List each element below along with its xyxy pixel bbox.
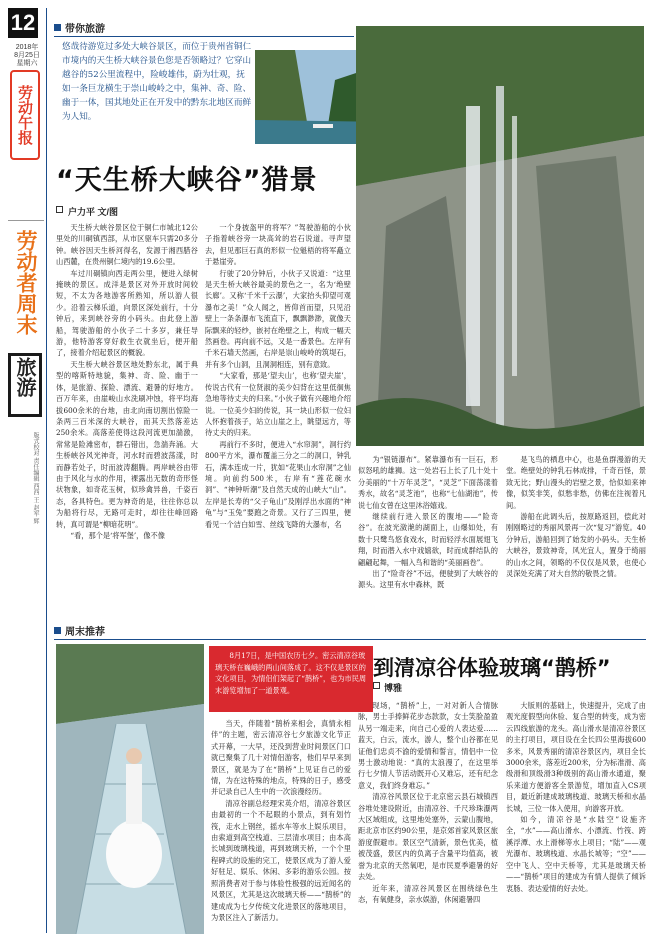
paragraph: 天生桥大峡谷景区位于铜仁市城北12公里处的川硐镇西部，从市区驱车只需20多分钟。峡谷因天生桥河得名，发源于湘西腊谷山西麓，在贵州铜仁境内的19.6公里。 bbox=[56, 223, 198, 267]
section-rule bbox=[54, 36, 354, 37]
article-column-1 bbox=[56, 222, 198, 614]
page-number: 12 bbox=[8, 8, 38, 38]
paragraph: 大版则的基础上，快速提升，完成了由观光度假型向休验、复合型的转变，成为密云四线旅游的龙头。高山滑水是清凉谷景区的主打项目，项目设在全长四公里海拔600多米，风景秀丽的清凉谷景区内，项目全长3000余米，落差近200米，分为标准滑、高级滑和顶级滑3种级别的高山滑水通道，聚乐来道方便游客全景游览，增加直入CS项目，最近新建成玻璃栈道、玻璃天桥和水晶长城，三位一体入使用，向游客开放。 bbox=[506, 701, 646, 813]
paragraph: 当天，伴随着“鹊桥来相会，真情永相伴”的主题，密云清凉谷七夕旅游文化节正式开幕，一大早，还没到营业时间景区门口就已聚集了几十对情侣游客，他们早早来到景区，就是为了在“鹊桥”上见证自己的爱情，为在这特殊的地点，特殊的日子，感受并记录自己人生中的一次浪漫经历。 bbox=[211, 719, 351, 797]
byline-square-icon bbox=[56, 206, 63, 213]
paragraph: 清凉谷副总经理宋英介绍，清凉谷景区由最初的一个不起眼的小景点，到有划竹筏，走水上钢丝，摇水车等水上娱乐项目，由索道到高空栈道、三层清水项目；由本高长城到玻璃栈道，再到玻璃天桥，一个个里程碑式的设施的完工，使景区成为了游人爱好驻足、娱乐、休闲、多彩的游乐公园。按照消费者对于参与体验性极强的远近闻名的风景区，尤其是这次玻璃天桥——“鹊桥”的建成成为七夕传统文化进景区的落地项目，为景区注入了新活力。 bbox=[211, 798, 351, 922]
rail-divider bbox=[8, 220, 44, 221]
paragraph: “大家看，那是‘望夫山’，也称‘望夫崖’，传说古代有一位贤淑的美少妇背在这里低徊焦急地等待丈夫的归来。”小伙子做有兴趣地介绍说。一位美少妇的传说，其一块山形似一位妇人怀抱着孩子，站立山崖之上，眺望远方，等待丈夫的归来。 bbox=[205, 371, 351, 438]
article-byline: 户力平 文/图 bbox=[68, 207, 119, 217]
paragraph: 清凉谷风景区位于北京密云县石城镇西谷堆处建设附近，由清凉谷、千尺珍珠瀑两大区域组成，这里地处塞外，云蒙山腹地，距北京市区约90公里，是京郊首家风景区旅游度假避市。景区空气清新，景色优美，植被茂盛，景区内的负离子含量平均值高，被誉为北京的天然氧吧，是市民夏季避暑的好去处。 bbox=[358, 792, 498, 882]
section-rule bbox=[54, 639, 646, 640]
glass-bridge-photo bbox=[56, 644, 204, 934]
paragraph: 出了“险奇谷”不远，便驶到了大峡谷的源头。这里有水中森林，既 bbox=[358, 569, 498, 590]
editor-credits: 版式校对 责任编辑 西西 王 赵军 辉 bbox=[32, 432, 38, 525]
issue-date: 8月25日 bbox=[14, 52, 40, 59]
article2-column-1 bbox=[211, 718, 351, 932]
paragraph: 现场，“鹊桥”上，一对对新人合情脉脉，男士手捧鲜花步态款款，女士笑脸盈盈从另一端走来，向自己心爱的人表达爱……蓝天，白云，流水，游人，整个山谷都在见证他们忠贞不渝的爱情和誓言，情侣中一位男士激动地说：“真的太浪漫了，在这里举行七夕情人节活动既开心又难忘，还有纪念意义，我们终身难忘。” bbox=[358, 701, 498, 790]
newspaper-logo: 劳动午报 bbox=[10, 70, 40, 160]
paragraph: 一个身披盔甲的将军？”驾驶游船的小伙子指着峡谷旁一块高耸的岩石说道。寻声望去，但见那巨石真的形似一位魁梧的将军矗立于悬崖旁。 bbox=[205, 223, 351, 267]
section-header-label: 周末推荐 bbox=[65, 626, 105, 638]
article-title: “天生桥大峡谷”猎景 bbox=[56, 165, 318, 196]
section-square-icon bbox=[54, 24, 61, 31]
article-column-3 bbox=[358, 454, 498, 614]
paragraph: 游船在此调头后，按原路返回，偿此对刚刚略过的秀丽风景再一次“复习”游览。40分钟后，游船回到了始发的小码头。天生桥大峡谷，景致神奇，风光宜人，置身于绮丽的山水之间，领略的不仅仅是风景，也使心灵深处充满了对大自然的敬畏之情。 bbox=[506, 512, 646, 579]
paragraph: 继续前行进入景区的腹地——“险奇谷”。在波光潋滟的湖面上，山爆如处，有数十只鹭鸟悠食戏水，时而轻浮水面展翅飞翔，时而潜入水中戏嬉欲，时而成群结队的翩翩起舞，一幅入鸟和谐的“美丽画卷”。 bbox=[358, 512, 498, 567]
section-header-travel bbox=[54, 20, 354, 34]
paragraph: 近年来，清凉谷风景区在围绕绿色生态，有氧健身，亲水娱游，休闲避暑四 bbox=[358, 883, 498, 904]
paragraph: 如今，清凉谷是“水陆空”设施齐全，“水”——高山滑水、小漂流、竹筏、跨溪浮潭、水上滑梯等水上项目；“陆”——观光瀑布、玻璃栈道、水晶长城等；“空”——空中飞人、空中天桥等，尤其是玻璃天桥——“鹊桥”项目的建成为有情人提供了倾诉衷肠、表达爱情的好去处。 bbox=[506, 815, 646, 893]
paragraph: 车过川硐镇向西走两公里，便进入绿树掩映的景区。成洋是景区对外开放时间较短，不太为各地游客所熟知，所以游人很少。沿着云梯乐道，向景区深处前行，十分钟后，来到峡谷旁的小码头。由此登上游船，驾驶游船的小伙子二十多岁，兼任导游，他特游客穿好救生衣就坐后，便开船了，接着介绍起景区的概貌。 bbox=[56, 268, 198, 358]
paragraph: 为“银链瀑布”。紧靠瀑布有一巨石，形似怒吼的雄狮。这一处岩石上长了几十处十分美丽的“十万年灵芝”，“灵芝”下面荡漾着秀水，故名“灵芝池”，也称“七仙湖池”，传说七仙女曾在这里沐浴嬉戏。 bbox=[358, 455, 498, 510]
paragraph: “看，那个是‘将军堡’，像不像 bbox=[70, 530, 165, 540]
article2-column-2 bbox=[358, 700, 498, 932]
rail-border bbox=[46, 8, 47, 933]
article-column-2 bbox=[205, 222, 351, 614]
byline-square-icon bbox=[373, 682, 380, 689]
paragraph: 行驶了20分钟后，小伙子又说道：“这里是天生桥大峡谷最美的景色之一，名为‘绝壁长廊’。又称‘千米千云瀑’，大家抬头仰望可观瀑布之美！”众人闻之，皆仰首而望，只见沿壁上一条条瀑布飞流直下，飘飘渺渺，就像天际飘来的轻纱，嵌衬在绝壁之上，构成一幅天然画卷。再向前不远，又是一番景色。左岸有千米石墙天然画，右岸是崇山峻岭的筑堤石，并有多个山洞，且洞洞相连，别有意致。 bbox=[205, 268, 351, 369]
paragraph: 是飞鸟的栖息中心，也是鱼群漫游的天堂。绝壁处的钟乳石林成排，千奇百怪，景致无比；野山漫头的岩壁之景，恰似如来神像，似笑非笑，似愁非愁，仿佛在注视着凡间。 bbox=[506, 455, 646, 510]
section-square-icon bbox=[54, 627, 61, 634]
paragraph: 天生桥大峡谷景区地处黔东北，属于典型的喀斯特地貌，集神、奇、险、幽于一体，是旅游、探险、漂流、避暑的好地方。百万年来，由崖峻山水洗刷冲蚀，将平均海拔600余米的台地，由北向南切割出惊险一条两三百米深的大峡谷，而其天然落差达250余米。高落差使得这段河流更加湍激，常常是险滩密布，群石错出，急湍奔涌。大生桥峡谷风光神奇，河水时而碧波荡漾，时而静若处子，时而波涛翻腾。两岸峡谷由带由于风化与水的作用，裸露出无数的奇形怪状物象，如奇花玉树，似珍禽异兽，千姿百态，各具特色。更为神奇的是，往往你总以为船将行尽，无路可走时，却往往峰回路转，真可谓是“柳暗花明”。 bbox=[56, 359, 198, 529]
article-title-2: 到清凉谷体验玻璃“鹊桥” bbox=[373, 656, 611, 680]
supplement-name: 劳动者周末 bbox=[14, 230, 38, 335]
article2-column-3 bbox=[506, 700, 646, 932]
paragraph: 再前行不多时，便进入“水帘洞”，洞行约800平方米，瀑布覆盖三分之二的洞口，钟乳石，满本连成一片，犹如“花果山水帘洞”之仙境。向前约500米，右岸有“莲花碗水洞”、“神钟听潮”及自然天成的山峡大“山”。左岸是长寿的“父子龟山”及刚浮出水面的“神龟”与“玉兔”要跑之奇景。又行了三四里，便看见一个洁白如雪、丝线飞降的大瀑布，名 bbox=[205, 439, 351, 529]
issue-year: 2018年 bbox=[15, 44, 39, 51]
article-column-4 bbox=[506, 454, 646, 614]
article-byline-2: 博雅 bbox=[384, 683, 403, 693]
intro-text: 悠哉待游览过多处大峡谷景区，而位于贵州省铜仁市境内的天生桥大峡谷景色您是否领略过？它穿山越谷的52公里流程中，险峻雄伟，蔚为壮观，抚如一条巨龙横生于崇山峻岭之中，集神、奇、险、幽于一体，国其地处正在开发中的黔东北地区而鲜为人知。 bbox=[62, 42, 252, 122]
issue-weekday: 星期六 bbox=[16, 60, 38, 67]
article-highlight-box: 8月17日，是中国农历七夕。密云清凉谷玻璃天桥在巍峨的两山间落成了。这不仅是景区的文化项目，为情侣们架起了“鹊桥”，也为市民周末游览增加了一道景观。 bbox=[209, 646, 373, 712]
section-header-label: 带你旅游 bbox=[65, 23, 105, 35]
waterfall-photo bbox=[356, 26, 644, 446]
section-name: 旅游 bbox=[13, 357, 37, 397]
section-header-recommend bbox=[54, 623, 354, 637]
